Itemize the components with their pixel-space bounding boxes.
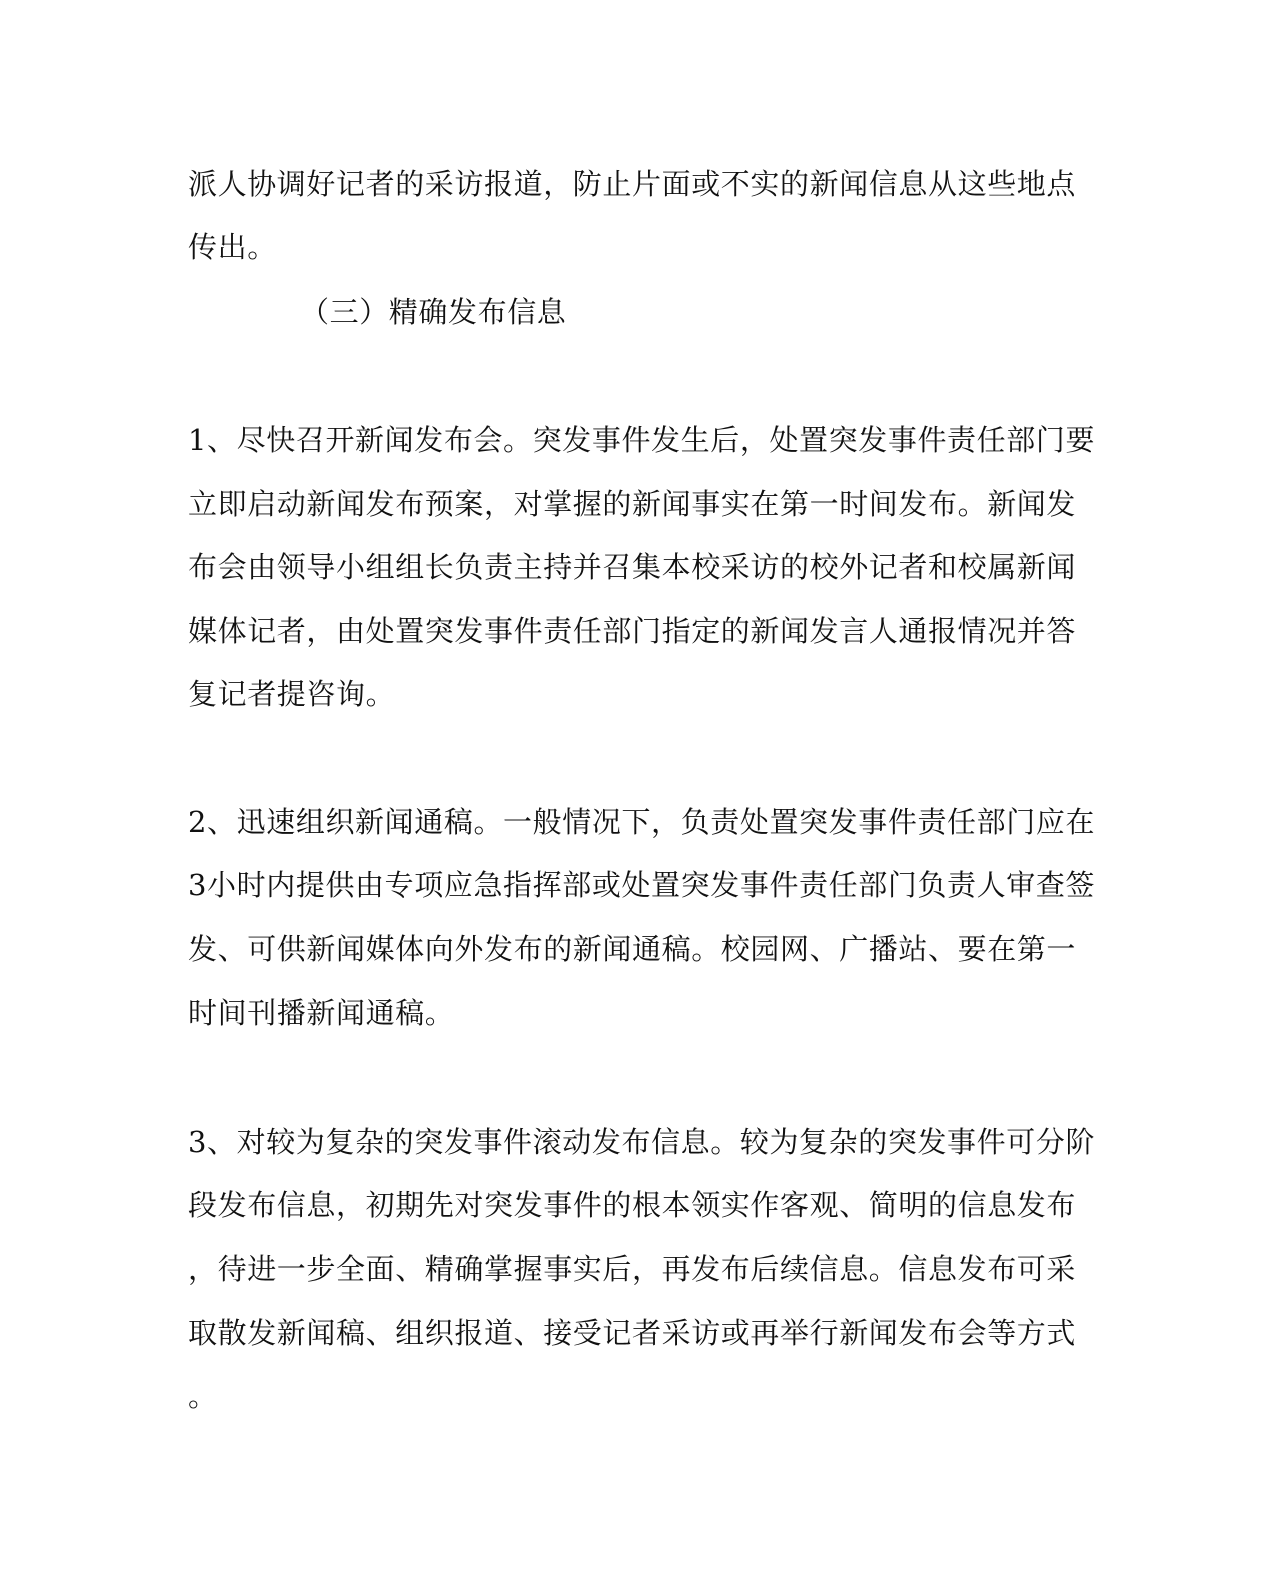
- text-line: 布会由领导小组组长负责主持并召集本校采访的校外记者和校属新闻: [188, 550, 1077, 584]
- text-line: 取散发新闻稿、组织报道、接受记者采访或再举行新闻发布会等方式: [188, 1316, 1077, 1350]
- text-line: 媒体记者，由处置突发事件责任部门指定的新闻发言人通报情况并答: [188, 614, 1077, 648]
- text-line: 复记者提咨询。: [188, 677, 396, 711]
- text-line: ，待进一步全面、精确掌握事实后，再发布后续信息。信息发布可采: [188, 1252, 1077, 1286]
- text-line: 1、尽快召开新闻发布会。突发事件发生后，处置突发事件责任部门要: [188, 423, 1096, 457]
- text-line: 派人协调好记者的采访报道，防止片面或不实的新闻信息从这些地点: [188, 167, 1077, 201]
- section-heading: （三）精确发布信息: [300, 295, 567, 329]
- text-line: 3小时内提供由专项应急指挥部或处置突发事件责任部门负责人审查签: [188, 868, 1096, 902]
- text-line: 3、对较为复杂的突发事件滚动发布信息。较为复杂的突发事件可分阶: [188, 1125, 1096, 1159]
- text-line: 。: [188, 1379, 218, 1413]
- text-line: 2、迅速组织新闻通稿。一般情况下，负责处置突发事件责任部门应在: [188, 805, 1096, 839]
- text-line: 时间刊播新闻通稿。: [188, 996, 455, 1030]
- text-line: 段发布信息，初期先对突发事件的根本领实作客观、简明的信息发布: [188, 1188, 1077, 1222]
- text-line: 发、可供新闻媒体向外发布的新闻通稿。校园网、广播站、要在第一: [188, 932, 1077, 966]
- text-line: 立即启动新闻发布预案，对掌握的新闻事实在第一时间发布。新闻发: [188, 487, 1077, 521]
- text-line: 传出。: [188, 230, 277, 264]
